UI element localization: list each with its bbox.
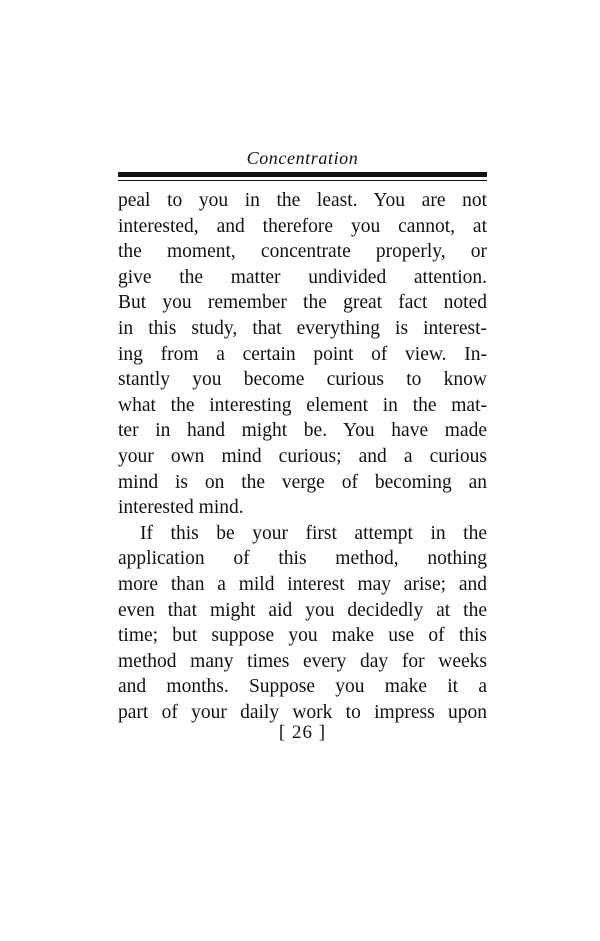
text-line: what the interesting element in the mat-: [118, 394, 487, 416]
text-line: application of this method, nothing: [118, 548, 487, 570]
text-line: more than a mild interest may arise; and: [118, 573, 487, 595]
text-line: ter in hand might be. You have made: [118, 420, 487, 442]
text-line: peal to you in the least. You are not: [118, 190, 487, 211]
text-line: even that might aid you decidedly at the: [118, 599, 487, 621]
text-line: the moment, concentrate properly, or: [118, 241, 487, 263]
text-line: and months. Suppose you make it a: [118, 676, 487, 698]
running-head: Concentration: [246, 148, 359, 168]
text-line: your own mind curious; and a curious: [118, 445, 487, 467]
text-line: mind is on the verge of becoming an: [118, 471, 487, 493]
header-rule-thin: [118, 180, 487, 181]
page-number: [ 26 ]: [278, 722, 327, 743]
text-line: method many times every day for weeks: [118, 650, 487, 672]
body-text: [118, 188, 487, 725]
text-line: stantly you become curious to know: [118, 369, 487, 391]
text-line: interested, and therefore you cannot, at: [118, 215, 487, 237]
text-line: interested mind.: [118, 497, 244, 519]
text-line: ing from a certain point of view. In-: [118, 343, 487, 365]
text-line: time; but suppose you make use of this: [118, 625, 487, 647]
text-line: in this study, that everything is interest-: [118, 317, 487, 339]
header-rule-thick: [118, 172, 487, 177]
text-line: part of your daily work to impress upon: [118, 701, 487, 723]
text-line: But you remember the great fact noted: [118, 292, 487, 314]
text-line: give the matter undivided attention.: [118, 266, 487, 288]
text-line: If this be your first attempt in the: [140, 522, 487, 544]
